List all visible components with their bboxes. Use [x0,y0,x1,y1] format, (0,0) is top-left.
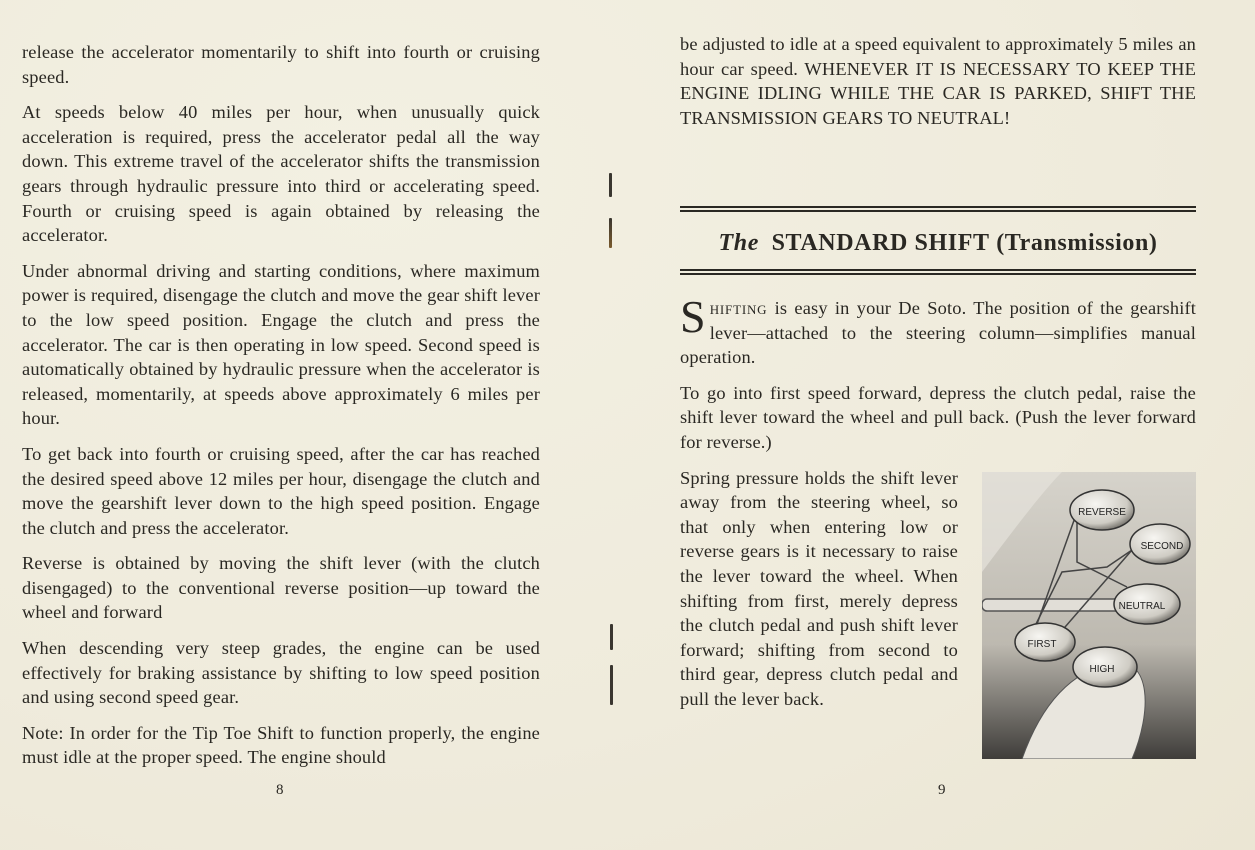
paragraph: be adjusted to idle at a speed equivalent to approximately 5 miles an hour car speed. WHENEVER IT IS NECESSARY TO KEEP THE ENGINE IDLING WHILE THE CAR IS PARKED, SHIFT THE TRANSMISSION GEARS TO NEUTRAL! [680,34,1196,128]
staple-icon [609,173,612,197]
svg-text:NEUTRAL: NEUTRAL [1118,600,1166,612]
paragraph: To get back into fourth or cruising speed, after the car has reached the desired speed above 12 miles per hour, disengage the clutch and move the gearshift lever down to the high speed position. Engage the clutch and press the accelerator. [22,443,540,538]
page-right [615,0,1255,850]
section-heading [680,212,1196,269]
gearshift-illustration [982,472,1196,759]
heading-suffix: (Transmission) [996,230,1158,256]
right-intro-column [680,32,1196,141]
double-rule-bottom [680,269,1196,275]
staple-icon [610,665,613,705]
drop-cap: S [680,291,706,342]
page-left [0,0,615,850]
lead-text: is easy in your De Soto. The position of the gearshift lever—attached to the steering column—simplifies manual operation. [680,298,1196,368]
page-number-right: 9 [938,782,946,798]
small-caps-lead: hifting [709,298,768,318]
staple-icon [609,218,612,248]
lead-paragraph [680,291,1196,370]
svg-text:FIRST: FIRST [1027,638,1057,650]
svg-text:REVERSE: REVERSE [1078,506,1126,518]
svg-text:HIGH: HIGH [1089,663,1115,675]
paragraph: Spring pressure holds the shift lever away from the steering wheel, so that only when entering low or reverse gears is it necessary to raise the lever toward the wheel. When shifting from first, merely depress the clutch pedal and push shift lever forward; shifting from second to third gear, depress clutch pedal and pull the lever back. [680,467,958,709]
right-body-column [680,291,1196,759]
staple-icon [610,624,613,650]
section-heading-block [680,206,1196,275]
heading-title: STANDARD SHIFT [771,230,990,256]
page-number-left: 8 [276,782,284,798]
paragraph: To go into first speed forward, depress the clutch pedal, raise the shift lever toward the wheel and pull back. (Push the lever forward for reverse.) [680,382,1196,452]
heading-prefix: The [718,230,759,256]
paragraph: release the accelerator momentarily to shift into fourth or cruising speed. [22,42,540,87]
figure-text-wrap [680,466,1196,712]
paragraph: At speeds below 40 miles per hour, when unusually quick acceleration is required, press the accelerator pedal all the way down. This extreme travel of the accelerator shifts the transmission gears through hydraulic pressure into third or accelerating speed. Fourth or cruising speed is again obtained by releasing the accelerator. [22,102,540,246]
svg-text:SECOND: SECOND [1140,540,1184,552]
gearshift-diagram-icon [982,472,1196,759]
left-text-column [22,40,540,781]
paragraph: When descending very steep grades, the engine can be used effectively for braking assistance by shifting to low speed position and using second speed gear. [22,638,540,708]
paragraph: Note: In order for the Tip Toe Shift to function properly, the engine must idle at the proper speed. The engine should [22,722,540,768]
paragraph: Under abnormal driving and starting conditions, where maximum power is required, disengage the clutch and move the gear shift lever to the low speed position. Engage the clutch and press the accelerator. The car is then operating in low speed. Second speed is automatically obtained by hydraulic pressure when the accelerator is released, momentarily, at speeds above approximately 6 miles per hour. [22,260,540,429]
paragraph: Reverse is obtained by moving the shift lever (with the clutch disengaged) to the conventional reverse position—up toward the wheel and forward [22,553,540,623]
